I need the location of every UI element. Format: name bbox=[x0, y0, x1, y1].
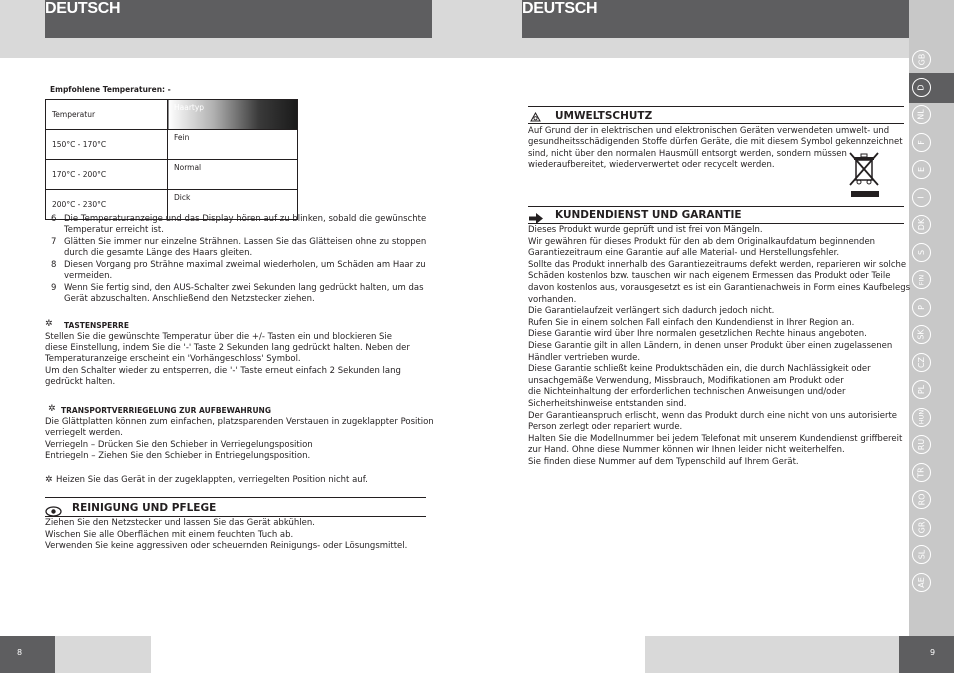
language-tab-label: NL bbox=[916, 109, 926, 120]
umwelt-line: sind, nicht über den normalen Hausmüll entsorgt werden, sondern müssen bbox=[528, 149, 847, 159]
language-tab-ro[interactable] bbox=[912, 490, 931, 509]
umwelt-line: wiederaufbereitet, wiederverwertet oder recycelt werden. bbox=[528, 160, 775, 170]
language-tab-label: SK bbox=[916, 329, 926, 340]
kundendienst-line: Die Garantielaufzeit verlängert sich dadurch jedoch nicht. bbox=[528, 306, 775, 317]
kundendienst-line: Sie finden diese Nummer auf dem Typenschild auf Ihrem Gerät. bbox=[528, 457, 799, 467]
kundendienst-line: Garantiezeitraum eine Garantie auf alle Material- und Herstellungsfehler. bbox=[528, 248, 840, 259]
language-tab-label: F bbox=[916, 139, 926, 145]
kundendienst-title: KUNDENDIENST UND GARANTIE bbox=[555, 209, 742, 221]
right-header-title: DEUTSCH bbox=[522, 0, 598, 17]
kundendienst-line: Rufen Sie in einem solchen Fall einfach den Kundendienst in Ihrer Region an. bbox=[528, 317, 855, 328]
kundendienst-line: unsachgemäße Verwendung, Missbrauch, Modifikationen am Produkt oder bbox=[528, 375, 844, 386]
section-rule bbox=[528, 106, 904, 107]
right-page-footer bbox=[899, 636, 954, 673]
kundendienst-line: Schäden kostenlos bzw. tauschen wir nach eigenem Ermessen das Produkt oder Teile bbox=[528, 271, 891, 282]
kundendienst-line: Halten Sie die Modellnummer bei jedem Telefonat mit unserem Kundendienst griffbereit bbox=[528, 433, 903, 444]
kundendienst-line: die Nichteinhaltung der erforderlichen technischen Anweisungen und/oder bbox=[528, 387, 846, 398]
language-tab-label: DK bbox=[917, 218, 926, 231]
table-cell: 170°C - 200°C bbox=[46, 160, 168, 190]
table-header-row bbox=[46, 100, 298, 130]
step-text: durch die gesamte Länge des Haars gleiten. bbox=[64, 248, 253, 258]
language-tab-e[interactable] bbox=[912, 160, 931, 179]
language-tab-cz[interactable] bbox=[912, 353, 931, 372]
left-page-footer bbox=[0, 636, 55, 673]
language-tab-label: PL bbox=[917, 384, 926, 395]
section-rule bbox=[528, 223, 904, 224]
transport-line: Entriegeln – Ziehen Sie den Schieber in Entriegelungsposition. bbox=[45, 451, 311, 461]
kundendienst-line: Diese Garantie schließt keine Produktschäden ein, die durch Nachlässigkeit oder bbox=[528, 364, 871, 375]
transport-title: TRANSPORTVERRIEGELUNG ZUR AUFBEWAHRUNG bbox=[61, 406, 271, 415]
kundendienst-line: Sollte das Produkt innerhalb des Garantiezeitraums defekt werden, reparieren wir solche bbox=[528, 259, 907, 270]
language-tab-label: P bbox=[916, 304, 926, 310]
language-tab-label: GB bbox=[917, 53, 926, 66]
language-tab-label: GR bbox=[916, 521, 926, 533]
umwelt-line: gesundheitsschädigenden Stoffe dürfen Geräte, die mit diesem Symbol gekennzeichnet bbox=[528, 137, 903, 147]
tastensperre-title: TASTENSPERRE bbox=[64, 321, 129, 330]
language-tab-label: I bbox=[916, 195, 926, 199]
language-tab-label: TR bbox=[916, 466, 926, 478]
kundendienst-line: vorhanden. bbox=[528, 294, 577, 305]
language-tab-s[interactable] bbox=[912, 243, 931, 262]
step-number: 6 bbox=[51, 214, 57, 224]
table-header-cell: Haartyp bbox=[168, 100, 298, 130]
right-page-number: 9 bbox=[930, 648, 936, 657]
step-text: vermeiden. bbox=[64, 271, 113, 281]
temperature-caption: Empfohlene Temperaturen: - bbox=[50, 85, 171, 94]
kundendienst-line: Händler vertrieben wurde. bbox=[528, 352, 641, 363]
transport-note: Heizen Sie das Gerät in der zugeklappten, verriegelten Position nicht auf. bbox=[56, 475, 368, 485]
reinigung-line: Verwenden Sie keine aggressiven oder scheuernden Reinigungs- oder Lösungsmittel. bbox=[45, 541, 408, 551]
kundendienst-line: Sicherheitshinweise entstanden sind. bbox=[528, 399, 687, 409]
language-tab-label: RU bbox=[916, 438, 926, 451]
kundendienst-line: zur Hand. Ohne diese Nummer können wir Ihnen leider nicht weiterhelfen. bbox=[528, 445, 845, 456]
language-tab-ae[interactable] bbox=[912, 573, 931, 592]
language-tab-gb[interactable] bbox=[912, 50, 931, 69]
umwelt-line: Auf Grund der in elektrischen und elektronischen Geräten verwendeten umwelt- und bbox=[528, 126, 890, 136]
language-tab-sl[interactable] bbox=[912, 545, 931, 564]
kundendienst-line: Diese Garantie wird über Ihre normalen gesetzlichen Rechte hinaus angeboten. bbox=[528, 329, 867, 340]
language-tab-label: SL bbox=[916, 549, 926, 560]
sun-icon: ✲ bbox=[45, 475, 53, 485]
left-page-number: 8 bbox=[17, 648, 23, 657]
table-cell: Normal bbox=[168, 160, 298, 190]
language-tab-f[interactable] bbox=[912, 133, 931, 152]
kundendienst-line: Der Garantieanspruch erlischt, wenn das Produkt durch eine nicht von uns autorisierte bbox=[528, 410, 898, 421]
language-tab-label: FIN bbox=[917, 274, 926, 285]
step-number: 7 bbox=[51, 237, 57, 247]
language-tab-label: RO bbox=[916, 493, 926, 506]
sun-icon: ✲ bbox=[48, 404, 56, 414]
language-tab-d[interactable] bbox=[912, 78, 931, 97]
transport-line: Die Glättplatten können zum einfachen, platzsparenden Verstauen in zugeklappter Position bbox=[45, 417, 434, 427]
reinigung-line: Ziehen Sie den Netzstecker und lassen Sie das Gerät abkühlen. bbox=[45, 518, 315, 528]
table-cell: 150°C - 170°C bbox=[46, 130, 168, 160]
left-header-title: DEUTSCH bbox=[45, 0, 121, 17]
crossed-bin-icon bbox=[847, 150, 881, 202]
language-tab-ru[interactable] bbox=[912, 435, 931, 454]
tastensperre-line: Um den Schalter wieder zu entsperren, die '-' Taste erneut einfach 2 Sekunden lang bbox=[45, 366, 401, 376]
reinigung-title: REINIGUNG UND PFLEGE bbox=[72, 502, 217, 514]
step-number: 9 bbox=[51, 283, 57, 293]
right-header-bar bbox=[522, 0, 909, 38]
language-tab-label: CZ bbox=[916, 356, 926, 368]
language-tab-label: S bbox=[916, 249, 926, 255]
step-text: Gerät abzuschalten. Anschließend den Netzstecker ziehen. bbox=[64, 294, 315, 304]
language-tab-dk[interactable] bbox=[912, 215, 931, 234]
table-cell: Dick bbox=[168, 190, 298, 220]
transport-line: Verriegeln – Drücken Sie den Schieber in Verriegelungsposition bbox=[45, 440, 313, 450]
language-tab-tr[interactable] bbox=[912, 463, 931, 482]
step-number: 8 bbox=[51, 260, 57, 270]
left-footer-band bbox=[55, 636, 151, 673]
language-tab-label: D bbox=[916, 83, 926, 91]
section-rule bbox=[45, 516, 426, 517]
table-cell: 200°C - 230°C bbox=[46, 190, 168, 220]
language-tab-gr[interactable] bbox=[912, 518, 931, 537]
step-text: Diesen Vorgang pro Strähne maximal zweimal wiederholen, um Schäden am Haar zu bbox=[64, 260, 426, 270]
tastensperre-line: Temperaturanzeige erscheint ein 'Vorhängeschloss' Symbol. bbox=[45, 354, 301, 364]
language-tab-i[interactable] bbox=[912, 188, 931, 207]
language-tab-sk[interactable] bbox=[912, 325, 931, 344]
step-text: Temperatur erreicht ist. bbox=[64, 225, 164, 235]
language-tab-label: E bbox=[917, 166, 926, 173]
language-tab-label: HUN bbox=[917, 409, 926, 425]
umwelt-title: UMWELTSCHUTZ bbox=[555, 110, 653, 122]
left-header-bar bbox=[45, 0, 432, 38]
sun-icon: ✲ bbox=[45, 319, 53, 329]
tastensperre-line: gedrückt halten. bbox=[45, 377, 116, 387]
language-tab-pl[interactable] bbox=[912, 380, 931, 399]
step-text: Wenn Sie fertig sind, den AUS-Schalter zwei Sekunden lang gedrückt halten, um das bbox=[64, 283, 424, 293]
tastensperre-line: Stellen Sie die gewünschte Temperatur über die +/- Tasten ein und blockieren Sie bbox=[45, 332, 393, 342]
step-text: Die Temperaturanzeige und das Display hören auf zu blinken, sobald die gewünschte bbox=[64, 214, 427, 224]
language-tab-fin[interactable] bbox=[912, 270, 931, 289]
temperature-table bbox=[45, 99, 298, 220]
transport-line: verriegelt werden. bbox=[45, 428, 123, 438]
table-header-cell: Temperatur bbox=[46, 100, 168, 130]
kundendienst-line: Diese Garantie gilt in allen Ländern, in denen unser Produkt über einen zugelassenen bbox=[528, 341, 893, 351]
right-footer-band bbox=[645, 636, 899, 673]
step-text: Glätten Sie immer nur einzelne Strähnen. Lassen Sie das Glätteisen ohne zu stoppen bbox=[64, 237, 427, 247]
language-tab-p[interactable] bbox=[912, 298, 931, 317]
kundendienst-line: Dieses Produkt wurde geprüft und ist frei von Mängeln. bbox=[528, 225, 763, 235]
kundendienst-line: Person zerlegt oder repariert wurde. bbox=[528, 422, 683, 433]
table-row bbox=[46, 130, 298, 160]
language-tab-hun[interactable] bbox=[912, 408, 931, 427]
table-cell: Fein bbox=[168, 130, 298, 160]
kundendienst-line: davon kostenlos aus, vorausgesetzt es ist ein Garantienachweis in Form eines Kaufbelegs bbox=[528, 283, 911, 293]
table-row bbox=[46, 160, 298, 190]
section-rule bbox=[528, 206, 904, 207]
kundendienst-line: Wir gewähren für dieses Produkt für den ab dem Originalkaufdatum beginnenden bbox=[528, 236, 876, 247]
section-rule bbox=[45, 497, 426, 498]
language-tab-label: AE bbox=[917, 576, 926, 588]
reinigung-line: Wischen Sie alle Oberflächen mit einem feuchten Tuch ab. bbox=[45, 530, 294, 540]
tastensperre-line: diese Einstellung, indem Sie die '-' Taste 2 Sekunden lang gedrückt halten. Neben der bbox=[45, 343, 410, 353]
section-rule bbox=[528, 123, 904, 124]
language-tab-nl[interactable] bbox=[912, 105, 931, 124]
